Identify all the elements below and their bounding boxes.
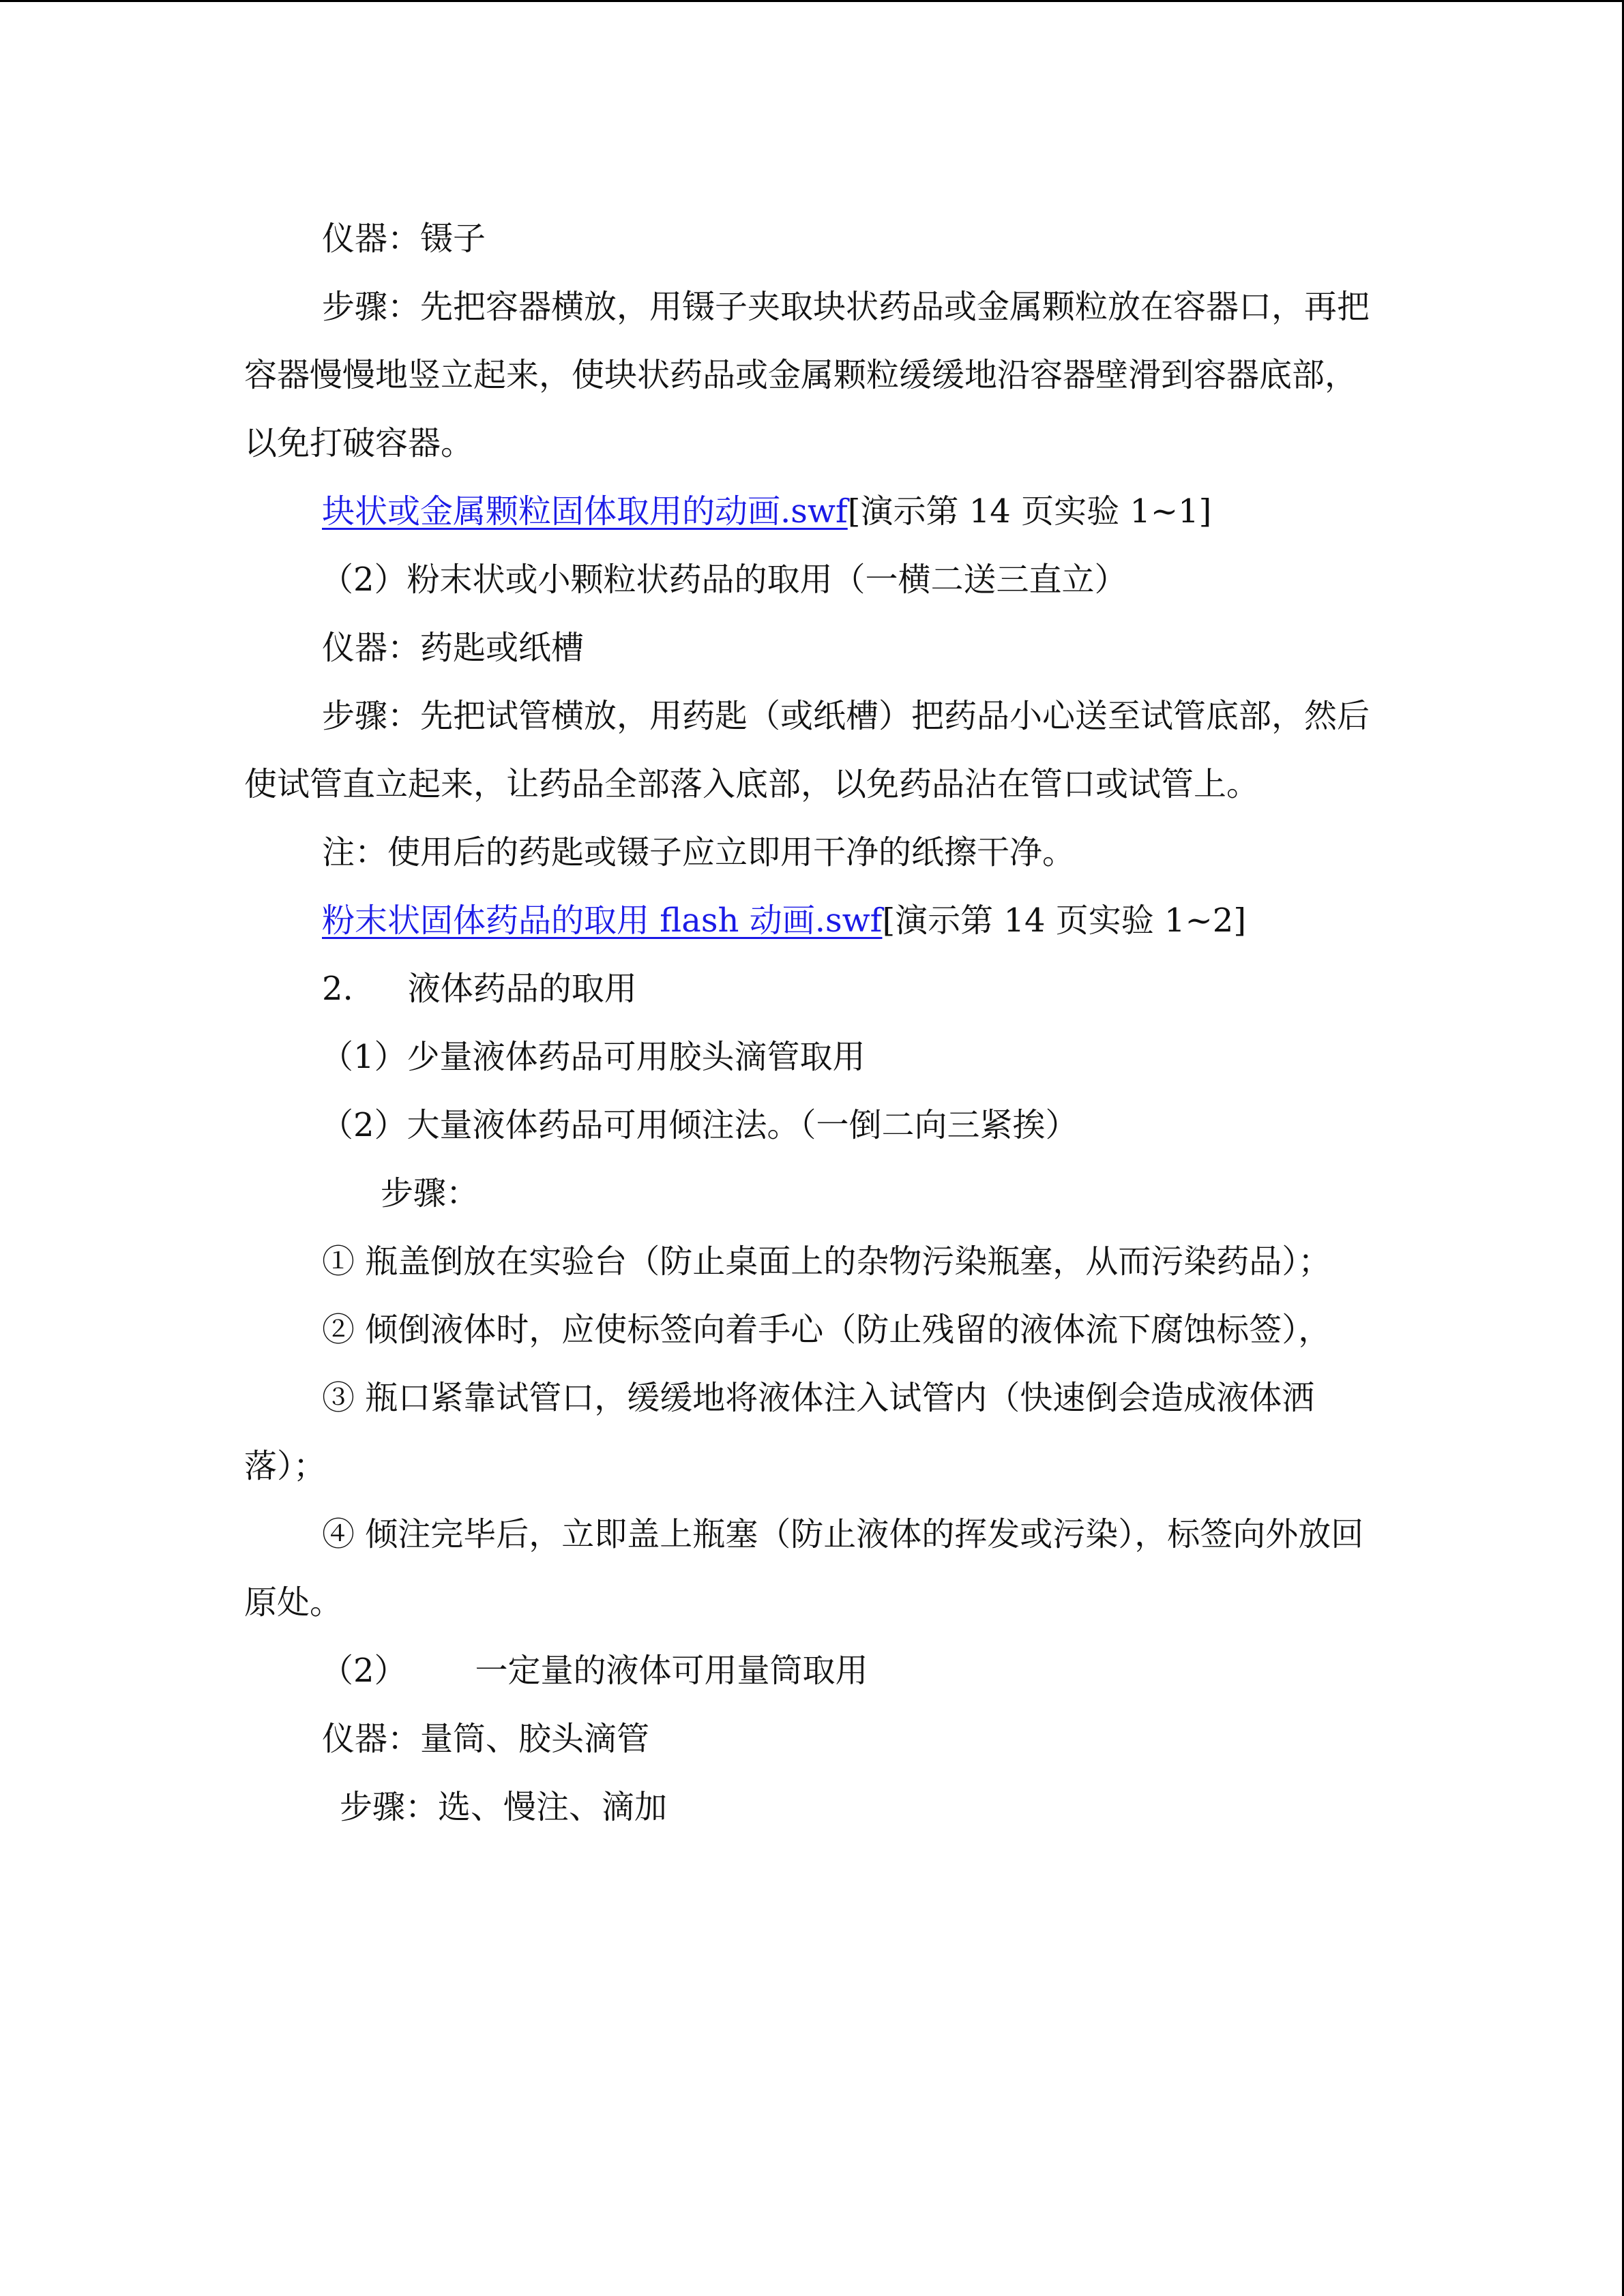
- item-number: （2）: [321, 1652, 407, 1690]
- section-title: 液体药品的取用: [407, 970, 637, 1008]
- steps-line-measure: 步骤：选、慢注、滴加: [340, 1788, 668, 1826]
- pour-step-3: ③ 瓶口紧靠试管口，缓缓地将液体注入试管内（快速倒会造成液体洒落）；: [244, 1379, 1315, 1485]
- steps-block-powder: 步骤：先把试管横放，用药匙（或纸槽）把药品小心送至试管底部，然后使试管直立起来，让药品全部落入底部，以免药品沾在管口或试管上。: [244, 697, 1370, 803]
- instrument-line-tweezers: 仪器：镊子: [322, 220, 486, 258]
- powder-animation-link[interactable]: 粉末状固体药品的取用 flash 动画.swf: [322, 901, 883, 940]
- pour-step-1: ① 瓶盖倒放在实验台（防止桌面上的杂物污染瓶塞，从而污染药品）；: [322, 1242, 1331, 1281]
- powder-heading: （2）粉末状或小颗粒状药品的取用（一横二送三直立）: [321, 561, 1127, 599]
- instrument-line-spoon: 仪器：药匙或纸槽: [322, 629, 585, 667]
- pour-step-2: ② 倾倒液体时，应使标签向着手心（防止残留的液体流下腐蚀标签），: [322, 1311, 1331, 1349]
- document-body: [244, 205, 1370, 1841]
- block-solid-animation-link[interactable]: 块状或金属颗粒固体取用的动画.swf: [322, 492, 848, 531]
- steps-block-solid: 步骤：先把容器横放，用镊子夹取块状药品或金属颗粒放在容器口，再把容器慢慢地竖立起来，使块状药品或金属颗粒缓缓地沿容器壁滑到容器底部，以免打破容器。: [244, 288, 1370, 462]
- animation-line-block-solid: [244, 477, 1370, 546]
- pour-step-4: ④ 倾注完毕后，立即盖上瓶塞（防止液体的挥发或污染），标签向外放回原处。: [244, 1515, 1364, 1622]
- item-title: 一定量的液体可用量筒取用: [475, 1652, 868, 1690]
- steps-label: 步骤：: [381, 1174, 479, 1212]
- page-border-top: [0, 0, 1624, 2]
- demo-reference: [演示第 14 页实验 1~2]: [882, 901, 1247, 940]
- section-number: 2.: [322, 970, 353, 1008]
- instrument-line-cylinder: 仪器：量筒、胶头滴管: [322, 1720, 650, 1758]
- section-heading-liquid: [244, 955, 1370, 1023]
- measured-liquid-heading: [244, 1637, 1370, 1705]
- small-liquid-line: （1）少量液体药品可用胶头滴管取用: [321, 1038, 866, 1076]
- animation-line-powder: [244, 886, 1370, 955]
- pouring-heading: （2）大量液体药品可用倾注法。（一倒二向三紧挨）: [321, 1106, 1078, 1144]
- demo-reference: [演示第 14 页实验 1~1]: [847, 492, 1212, 531]
- note-line: 注：使用后的药匙或镊子应立即用干净的纸擦干净。: [322, 833, 1076, 871]
